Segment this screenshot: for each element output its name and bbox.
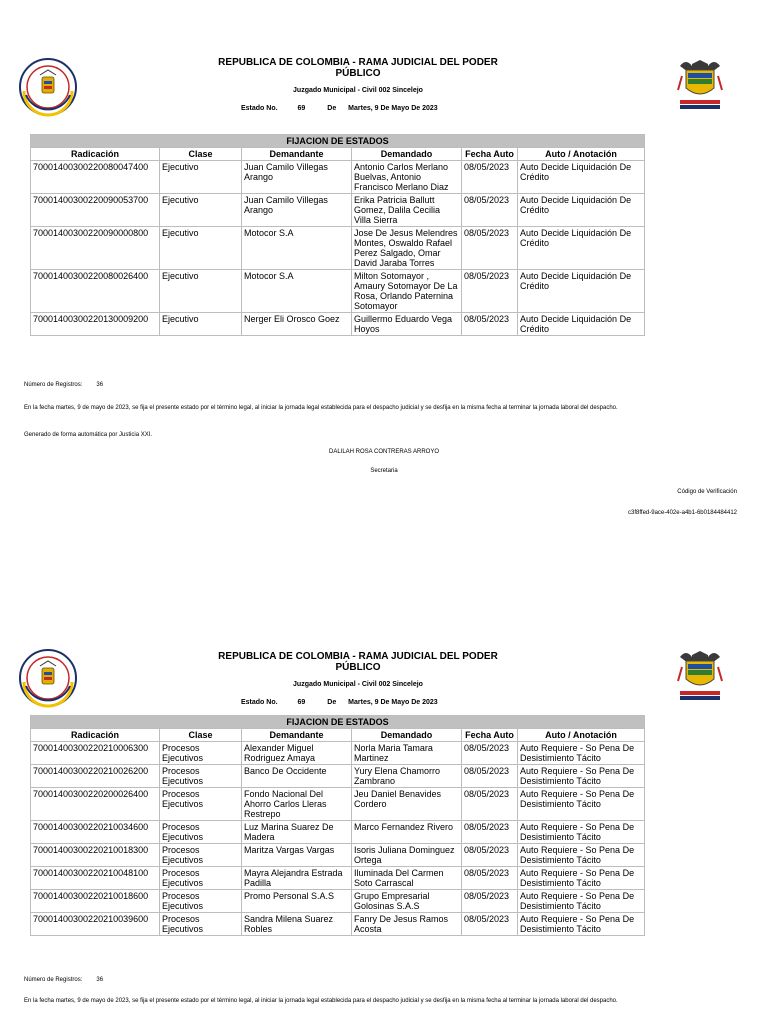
- col-radicacion: Radicación: [31, 729, 160, 742]
- clase-cell: Procesos Ejecutivos: [160, 742, 242, 765]
- estados-table-2: [30, 715, 645, 936]
- radicacion-cell: 70001400300220090053700: [31, 194, 160, 227]
- col-anotacion: Auto / Anotación: [518, 729, 645, 742]
- table-row: [31, 890, 645, 913]
- demandado-cell: Marco Fernandez Rivero: [352, 821, 462, 844]
- table-row: [31, 765, 645, 788]
- demandado-cell: Isoris Juliana Dominguez Ortega: [352, 844, 462, 867]
- estado-date: Martes, 9 De Mayo De 2023: [348, 699, 438, 706]
- demandado-cell: Yury Elena Chamorro Zambrano: [352, 765, 462, 788]
- table-row: [31, 788, 645, 821]
- document-title: REPUBLICA DE COLOMBIA - RAMA JUDICIAL DEL PODER PÚBLICO: [218, 651, 498, 673]
- fecha-auto-cell: 08/05/2023: [462, 788, 518, 821]
- anotacion-cell: Auto Decide Liquidación De Crédito: [518, 313, 645, 336]
- anotacion-cell: Auto Requiere - So Pena De Desistimiento Tácito: [518, 765, 645, 788]
- table-row: [31, 913, 645, 936]
- table-banner: FIJACION DE ESTADOS: [31, 716, 645, 729]
- demandante-cell: Banco De Occidente: [242, 765, 352, 788]
- verification-label: Código de Verificación: [677, 489, 737, 495]
- col-demandado: Demandado: [352, 148, 462, 161]
- table-row: [31, 821, 645, 844]
- col-radicacion: Radicación: [31, 148, 160, 161]
- fixation-note: En la fecha martes, 9 de mayo de 2023, se fija el presente estado por el término legal, al iniciar la jornada legal establecida para el despacho judicial y se desfija en la misma fecha al terminar la jornada laboral del despacho.: [24, 405, 618, 411]
- demandante-cell: Fondo Nacional Del Ahorro Carlos Lleras Restrepo: [242, 788, 352, 821]
- demandante-cell: Motocor S.A: [242, 270, 352, 313]
- fecha-auto-cell: 08/05/2023: [462, 161, 518, 194]
- fecha-auto-cell: 08/05/2023: [462, 765, 518, 788]
- anotacion-cell: Auto Decide Liquidación De Crédito: [518, 227, 645, 270]
- col-fecha-auto: Fecha Auto: [462, 148, 518, 161]
- anotacion-cell: Auto Requiere - So Pena De Desistimiento Tácito: [518, 913, 645, 936]
- table-header-row: [31, 729, 645, 742]
- table-row: [31, 227, 645, 270]
- clase-cell: Procesos Ejecutivos: [160, 890, 242, 913]
- registros-label: Número de Registros:: [24, 382, 83, 388]
- estados-table-1: [30, 134, 645, 336]
- clase-cell: Procesos Ejecutivos: [160, 788, 242, 821]
- signer-role: Secretaria: [370, 468, 398, 474]
- fecha-auto-cell: 08/05/2023: [462, 913, 518, 936]
- radicacion-cell: 70001400300220210034600: [31, 821, 160, 844]
- table-banner: FIJACION DE ESTADOS: [31, 135, 645, 148]
- document-header: [200, 57, 516, 94]
- estado-label: Estado No.: [241, 105, 278, 112]
- radicacion-cell: 70001400300220210026200: [31, 765, 160, 788]
- radicacion-cell: 70001400300220210018600: [31, 890, 160, 913]
- demandante-cell: Juan Camilo Villegas Arango: [242, 161, 352, 194]
- estado-number: 69: [297, 105, 306, 112]
- table-row: [31, 742, 645, 765]
- demandante-cell: Juan Camilo Villegas Arango: [242, 194, 352, 227]
- registros-count: 36: [96, 382, 104, 388]
- escudo-colombia-icon: [672, 647, 728, 705]
- estado-line: [241, 105, 438, 112]
- demandante-cell: Alexander Miguel Rodriguez Amaya: [242, 742, 352, 765]
- demandado-cell: Milton Sotomayor , Amaury Sotomayor De La Rosa, Orlando Paternina Sotomayor: [352, 270, 462, 313]
- rama-judicial-seal-icon: [18, 648, 78, 708]
- col-clase: Clase: [160, 729, 242, 742]
- clase-cell: Procesos Ejecutivos: [160, 765, 242, 788]
- col-demandante: Demandante: [242, 148, 352, 161]
- clase-cell: Procesos Ejecutivos: [160, 821, 242, 844]
- fecha-auto-cell: 08/05/2023: [462, 227, 518, 270]
- fecha-auto-cell: 08/05/2023: [462, 890, 518, 913]
- clase-cell: Procesos Ejecutivos: [160, 913, 242, 936]
- demandado-cell: Fanry De Jesus Ramos Acosta: [352, 913, 462, 936]
- clase-cell: Ejecutivo: [160, 194, 242, 227]
- anotacion-cell: Auto Requiere - So Pena De Desistimiento Tácito: [518, 821, 645, 844]
- estado-number: 69: [297, 699, 306, 706]
- radicacion-cell: 70001400300220080026400: [31, 270, 160, 313]
- estado-date: Martes, 9 De Mayo De 2023: [348, 105, 438, 112]
- table-body: [31, 742, 645, 936]
- demandante-cell: Promo Personal S.A.S: [242, 890, 352, 913]
- court-name: Juzgado Municipal - Civil 002 Sincelejo: [293, 681, 423, 688]
- col-fecha-auto: Fecha Auto: [462, 729, 518, 742]
- signer-name: DALILAH ROSA CONTRERAS ARROYO: [328, 449, 440, 455]
- table-row: [31, 844, 645, 867]
- registros-line: [24, 976, 103, 984]
- table-row: [31, 270, 645, 313]
- radicacion-cell: 70001400300220210018300: [31, 844, 160, 867]
- generated-note: Generado de forma automática por Justicia XXI.: [24, 432, 153, 438]
- clase-cell: Ejecutivo: [160, 161, 242, 194]
- clase-cell: Procesos Ejecutivos: [160, 867, 242, 890]
- anotacion-cell: Auto Decide Liquidación De Crédito: [518, 270, 645, 313]
- rama-judicial-seal-icon: [18, 57, 78, 117]
- anotacion-cell: Auto Requiere - So Pena De Desistimiento Tácito: [518, 890, 645, 913]
- anotacion-cell: Auto Decide Liquidación De Crédito: [518, 161, 645, 194]
- court-name: Juzgado Municipal - Civil 002 Sincelejo: [293, 87, 423, 94]
- table-header-row: [31, 148, 645, 161]
- radicacion-cell: 70001400300220210048100: [31, 867, 160, 890]
- demandante-cell: Sandra Milena Suarez Robles: [242, 913, 352, 936]
- anotacion-cell: Auto Requiere - So Pena De Desistimiento Tácito: [518, 742, 645, 765]
- clase-cell: Procesos Ejecutivos: [160, 844, 242, 867]
- fecha-auto-cell: 08/05/2023: [462, 821, 518, 844]
- clase-cell: Ejecutivo: [160, 227, 242, 270]
- verification-code: c3f8ffed-9ace-402e-a4b1-6b0184484412: [628, 510, 737, 516]
- clase-cell: Ejecutivo: [160, 313, 242, 336]
- fecha-auto-cell: 08/05/2023: [462, 742, 518, 765]
- table-body: [31, 161, 645, 336]
- demandante-cell: Maritza Vargas Vargas: [242, 844, 352, 867]
- fixation-note: En la fecha martes, 9 de mayo de 2023, se fija el presente estado por el término legal, al iniciar la jornada legal establecida para el despacho judicial y se desfija en la misma fecha al terminar la jornada laboral del despacho.: [24, 998, 618, 1004]
- demandado-cell: Grupo Empresarial Golosinas S.A.S: [352, 890, 462, 913]
- demandado-cell: Guillermo Eduardo Vega Hoyos: [352, 313, 462, 336]
- registros-line: [24, 381, 103, 389]
- anotacion-cell: Auto Requiere - So Pena De Desistimiento Tácito: [518, 788, 645, 821]
- registros-label: Número de Registros:: [24, 977, 83, 983]
- radicacion-cell: 70001400300220080047400: [31, 161, 160, 194]
- clase-cell: Ejecutivo: [160, 270, 242, 313]
- demandado-cell: Norla Maria Tamara Martinez: [352, 742, 462, 765]
- radicacion-cell: 70001400300220130009200: [31, 313, 160, 336]
- fecha-auto-cell: 08/05/2023: [462, 313, 518, 336]
- demandado-cell: Jose De Jesus Melendres Montes, Oswaldo Rafael Perez Salgado, Omar David Jaraba Torres: [352, 227, 462, 270]
- estado-label: Estado No.: [241, 699, 278, 706]
- table-row: [31, 867, 645, 890]
- demandado-cell: Iluminada Del Carmen Soto Carrascal: [352, 867, 462, 890]
- col-clase: Clase: [160, 148, 242, 161]
- demandante-cell: Motocor S.A: [242, 227, 352, 270]
- demandado-cell: Antonio Carlos Merlano Buelvas, Antonio Francisco Merlano Diaz: [352, 161, 462, 194]
- document-title: REPUBLICA DE COLOMBIA - RAMA JUDICIAL DEL PODER PÚBLICO: [218, 57, 498, 79]
- anotacion-cell: Auto Requiere - So Pena De Desistimiento Tácito: [518, 844, 645, 867]
- radicacion-cell: 70001400300220210039600: [31, 913, 160, 936]
- fecha-auto-cell: 08/05/2023: [462, 194, 518, 227]
- table-row: [31, 161, 645, 194]
- de-label: De: [327, 699, 337, 706]
- anotacion-cell: Auto Requiere - So Pena De Desistimiento Tácito: [518, 867, 645, 890]
- demandante-cell: Luz Marina Suarez De Madera: [242, 821, 352, 844]
- anotacion-cell: Auto Decide Liquidación De Crédito: [518, 194, 645, 227]
- fecha-auto-cell: 08/05/2023: [462, 867, 518, 890]
- fecha-auto-cell: 08/05/2023: [462, 270, 518, 313]
- de-label: De: [327, 105, 337, 112]
- table-row: [31, 194, 645, 227]
- estado-line: [241, 699, 438, 706]
- col-demandante: Demandante: [242, 729, 352, 742]
- demandado-cell: Erika Patricia Ballutt Gomez, Dalila Cecilia Villa Sierra: [352, 194, 462, 227]
- escudo-colombia-icon: [672, 56, 728, 114]
- registros-count: 36: [96, 977, 104, 983]
- col-demandado: Demandado: [352, 729, 462, 742]
- radicacion-cell: 70001400300220200026400: [31, 788, 160, 821]
- demandante-cell: Nerger Eli Orosco Goez: [242, 313, 352, 336]
- radicacion-cell: 70001400300220210006300: [31, 742, 160, 765]
- fecha-auto-cell: 08/05/2023: [462, 844, 518, 867]
- demandante-cell: Mayra Alejandra Estrada Padilla: [242, 867, 352, 890]
- table-row: [31, 313, 645, 336]
- col-anotacion: Auto / Anotación: [518, 148, 645, 161]
- document-header: [200, 651, 516, 688]
- demandado-cell: Jeu Daniel Benavides Cordero: [352, 788, 462, 821]
- radicacion-cell: 70001400300220090000800: [31, 227, 160, 270]
